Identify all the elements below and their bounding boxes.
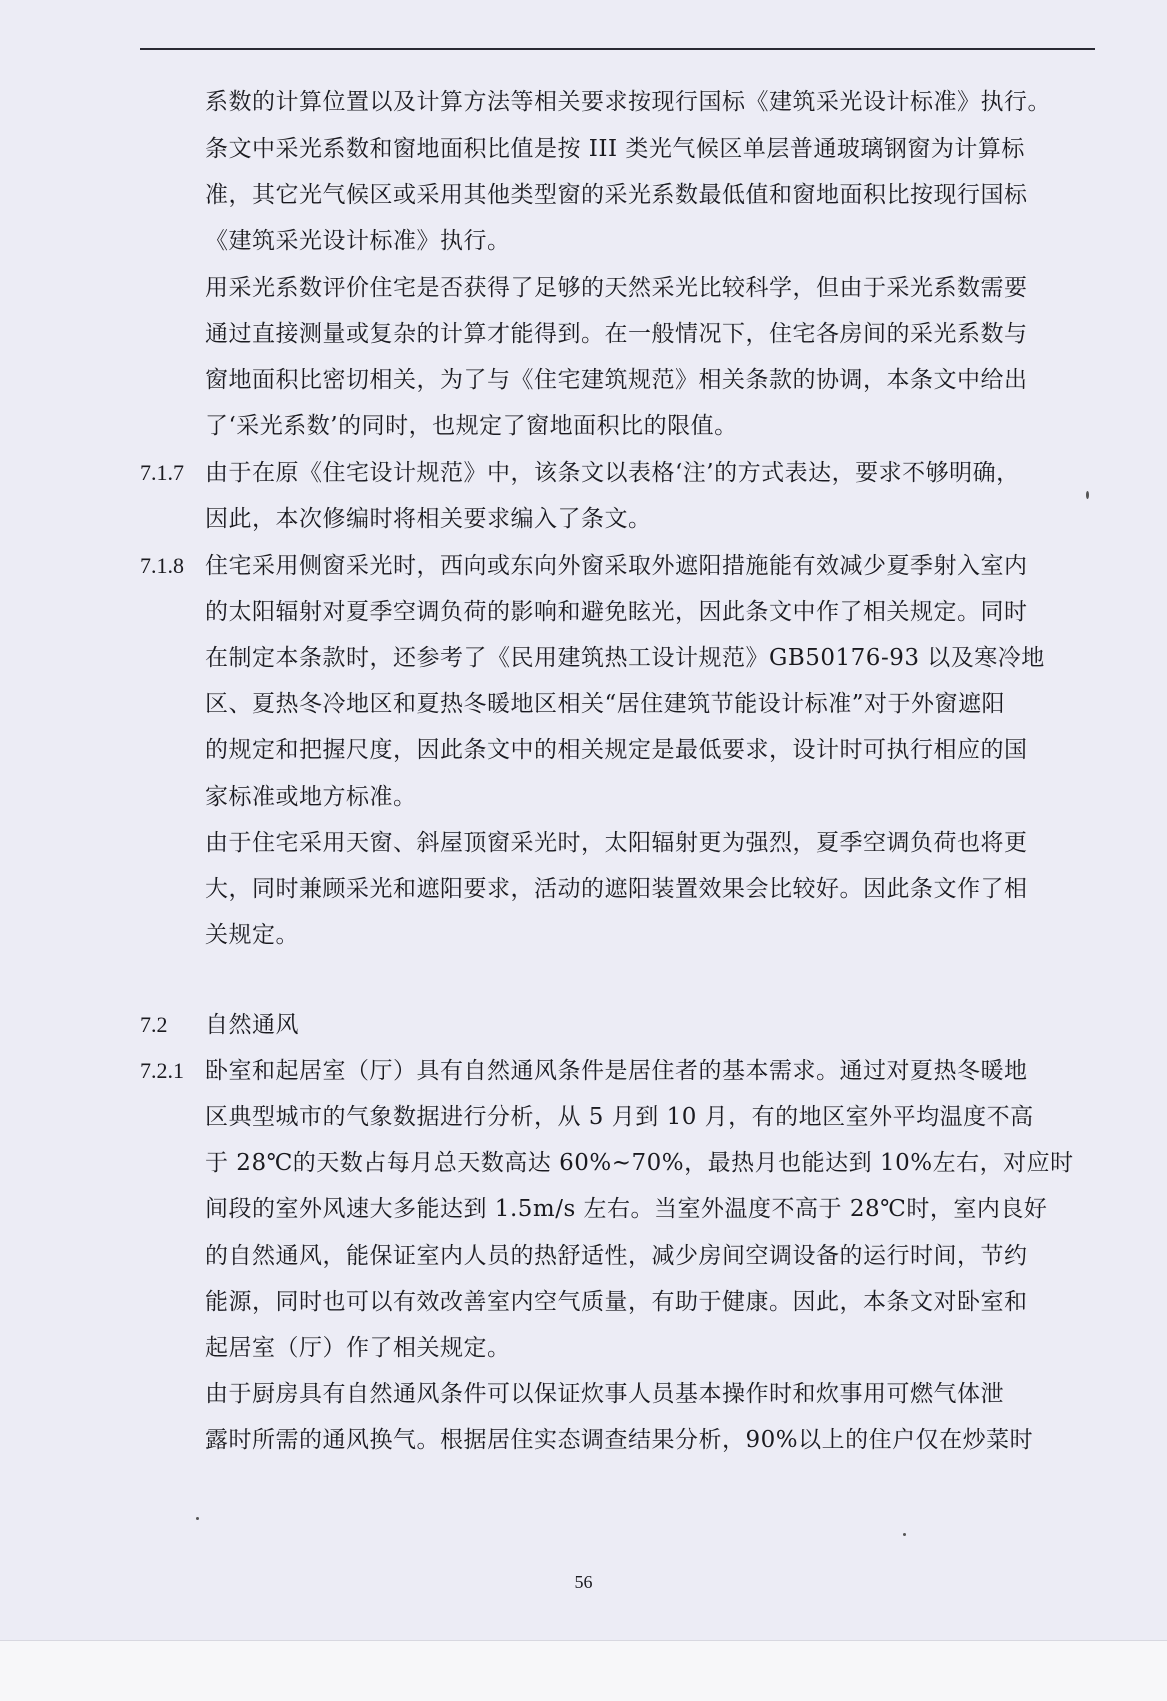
text-line: 由于住宅采用天窗、斜屋顶窗采光时，太阳辐射更为强烈，夏季空调负荷也将更 — [205, 830, 1028, 856]
text-line: 的规定和把握尺度，因此条文中的相关规定是最低要求，设计时可执行相应的国 — [205, 737, 1028, 763]
header-rule — [140, 48, 1095, 50]
text-line: 起居室（厅）作了相关规定。 — [205, 1335, 511, 1361]
text-line: 大，同时兼顾采光和遮阳要求，活动的遮阳装置效果会比较好。因此条文作了相 — [205, 876, 1028, 902]
text-line: 条文中采光系数和窗地面积比值是按 III 类光气候区单层普通玻璃钢窗为计算标 — [205, 136, 1025, 162]
text-line: 的自然通风，能保证室内人员的热舒适性，减少房间空调设备的运行时间，节约 — [205, 1243, 1028, 1269]
text-line: 间段的室外风速大多能达到 1.5m/s 左右。当室外温度不高于 28℃时，室内良好 — [205, 1196, 1048, 1222]
text-line: 露时所需的通风换气。根据居住实态调查结果分析，90%以上的住户仅在炒菜时 — [205, 1427, 1034, 1453]
text-line: 能源，同时也可以有效改善室内空气质量，有助于健康。因此，本条文对卧室和 — [205, 1289, 1028, 1315]
text-line: 准，其它光气候区或采用其他类型窗的采光系数最低值和窗地面积比按现行国标 — [205, 182, 1028, 208]
text-line: 关规定。 — [205, 922, 299, 948]
text-line: 《建筑采光设计标准》执行。 — [205, 228, 511, 254]
clause-number: 7.1.8 — [140, 553, 184, 578]
text-line: 通过直接测量或复杂的计算才能得到。在一般情况下，住宅各房间的采光系数与 — [205, 321, 1028, 347]
text-line: 的太阳辐射对夏季空调负荷的影响和避免眩光，因此条文中作了相关规定。同时 — [205, 599, 1028, 625]
clause-number: 7.1.7 — [140, 460, 184, 485]
text-line: 家标准或地方标准。 — [205, 784, 417, 810]
scan-speck — [903, 1533, 906, 1536]
text-line: 区典型城市的气象数据进行分析，从 5 月到 10 月，有的地区室外平均温度不高 — [205, 1104, 1034, 1130]
text-line: 用采光系数评价住宅是否获得了足够的天然采光比较科学，但由于采光系数需要 — [205, 275, 1028, 301]
scan-speck — [1086, 491, 1089, 499]
text-line: 区、夏热冬冷地区和夏热冬暖地区相关“居住建筑节能设计标准”对于外窗遮阳 — [205, 691, 1006, 717]
text-line: 住宅采用侧窗采光时，西向或东向外窗采取外遮阳措施能有效减少夏季射入室内 — [205, 553, 1028, 579]
scan-bottom-margin — [0, 1640, 1167, 1701]
text-line: 因此，本次修编时将相关要求编入了条文。 — [205, 506, 652, 532]
text-line: 在制定本条款时，还参考了《民用建筑热工设计规范》GB50176-93 以及寒冷地 — [205, 645, 1045, 671]
text-line: 由于厨房具有自然通风条件可以保证炊事人员基本操作时和炊事用可燃气体泄 — [205, 1381, 1004, 1407]
text-line: 于 28℃的天数占每月总天数高达 60%~70%，最热月也能达到 10%左右，对应时 — [205, 1150, 1074, 1176]
page-number: 56 — [574, 1572, 593, 1592]
text-line: 由于在原《住宅设计规范》中，该条文以表格‘注’的方式表达，要求不够明确， — [205, 460, 1020, 486]
scan-speck — [196, 1517, 199, 1520]
text-line: 窗地面积比密切相关，为了与《住宅建筑规范》相关条款的协调，本条文中给出 — [205, 367, 1028, 393]
text-line: 了‘采光系数’的同时，也规定了窗地面积比的限值。 — [205, 413, 738, 439]
section-title: 自然通风 — [205, 1012, 299, 1038]
clause-number: 7.2.1 — [140, 1058, 184, 1083]
text-line: 卧室和起居室（厅）具有自然通风条件是居住者的基本需求。通过对夏热冬暖地 — [205, 1058, 1028, 1084]
text-line: 系数的计算位置以及计算方法等相关要求按现行国标《建筑采光设计标准》执行。 — [205, 89, 1051, 115]
section-number: 7.2 — [140, 1012, 168, 1037]
